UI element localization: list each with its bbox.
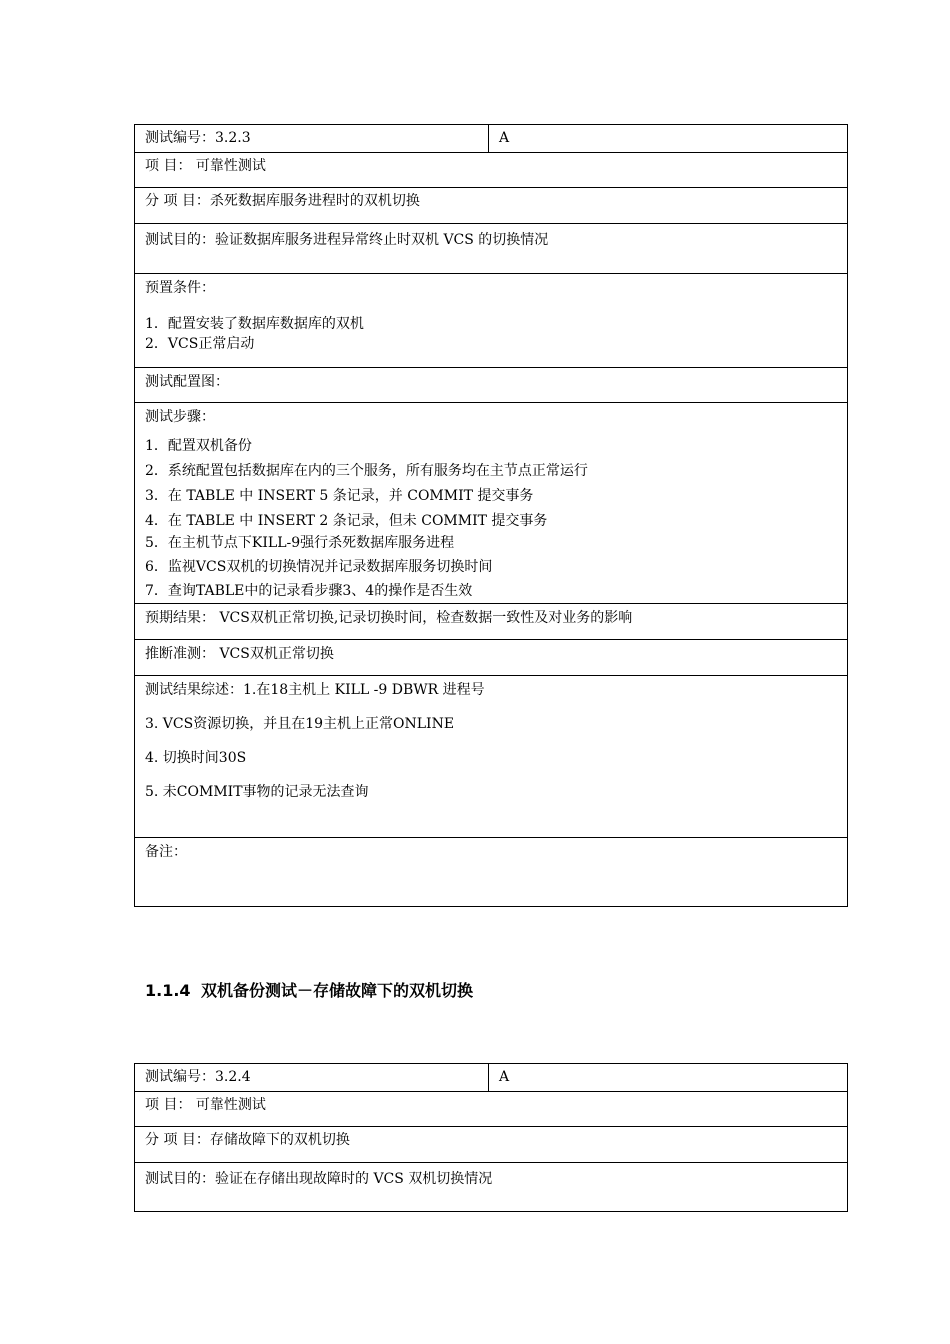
purpose: 测试目的：验证数据库服务进程异常终止时双机 VCS 的切换情况 bbox=[145, 232, 549, 248]
purpose: 测试目的：验证在存储出现故障时的 VCS 双机切换情况 bbox=[145, 1171, 493, 1187]
sub-project: 分 项 目：存储故障下的双机切换 bbox=[145, 1132, 350, 1148]
test-grade: A bbox=[499, 130, 510, 146]
section-number: 1.1.4 bbox=[145, 981, 191, 1000]
criteria: 推断准测： VCS双机正常切换 bbox=[145, 646, 334, 662]
step-item: 1．配置双机备份 bbox=[145, 438, 252, 454]
summary-line: 4. 切换时间30S bbox=[145, 750, 247, 766]
test-table-3-2-3 bbox=[134, 124, 848, 907]
step-item: 3．在 TABLE 中 INSERT 5 条记录，并 COMMIT 提交事务 bbox=[145, 488, 534, 504]
summary-line: 3. VCS资源切换，并且在19主机上正常ONLINE bbox=[145, 716, 455, 732]
step-item: 7．查询TABLE中的记录看步骤3、4的操作是否生效 bbox=[145, 583, 473, 599]
row-expected-result bbox=[135, 603, 847, 639]
section-title: 双机备份测试－存储故障下的双机切换 bbox=[201, 981, 474, 1000]
project: 项 目： 可靠性测试 bbox=[145, 158, 266, 174]
row-test-number bbox=[135, 1064, 847, 1091]
step-item: 4．在 TABLE 中 INSERT 2 条记录，但未 COMMIT 提交事务 bbox=[145, 513, 548, 529]
precondition-item: 1．配置安装了数据库数据库的双机 bbox=[145, 316, 364, 332]
row-result-summary bbox=[135, 675, 847, 837]
row-criteria bbox=[135, 639, 847, 675]
step-item: 5．在主机节点下KILL-9强行杀死数据库服务进程 bbox=[145, 535, 455, 551]
test-number: 测试编号：3.2.4 bbox=[145, 1069, 251, 1085]
row-remarks bbox=[135, 837, 847, 906]
summary-line: 5. 未COMMIT事物的记录无法查询 bbox=[145, 784, 369, 800]
row-sub-project bbox=[135, 1126, 847, 1162]
steps-label: 测试步骤： bbox=[145, 409, 215, 425]
test-grade: A bbox=[499, 1069, 510, 1085]
sub-project: 分 项 目：杀死数据库服务进程时的双机切换 bbox=[145, 193, 420, 209]
section-heading bbox=[145, 978, 473, 1001]
row-purpose bbox=[135, 1162, 847, 1211]
row-sub-project bbox=[135, 187, 847, 223]
precondition-item: 2．VCS正常启动 bbox=[145, 336, 255, 352]
summary-line: 测试结果综述：1.在18主机上 KILL -9 DBWR 进程号 bbox=[145, 682, 485, 698]
remarks-label: 备注： bbox=[145, 844, 187, 860]
expected-result: 预期结果： VCS双机正常切换,记录切换时间，检查数据一致性及对业务的影响 bbox=[145, 610, 633, 626]
row-project bbox=[135, 1091, 847, 1126]
precondition-label: 预置条件： bbox=[145, 280, 215, 296]
test-table-3-2-4 bbox=[134, 1063, 848, 1212]
row-preconditions bbox=[135, 273, 847, 367]
row-steps bbox=[135, 402, 847, 603]
project: 项 目： 可靠性测试 bbox=[145, 1097, 266, 1113]
step-item: 2．系统配置包括数据库在内的三个服务，所有服务均在主节点正常运行 bbox=[145, 463, 588, 479]
row-config-diagram bbox=[135, 367, 847, 402]
test-number: 测试编号：3.2.3 bbox=[145, 130, 251, 146]
row-purpose bbox=[135, 223, 847, 273]
step-item: 6．监视VCS双机的切换情况并记录数据库服务切换时间 bbox=[145, 559, 493, 575]
config-label: 测试配置图： bbox=[145, 374, 229, 390]
row-project bbox=[135, 152, 847, 187]
row-test-number bbox=[135, 125, 847, 152]
